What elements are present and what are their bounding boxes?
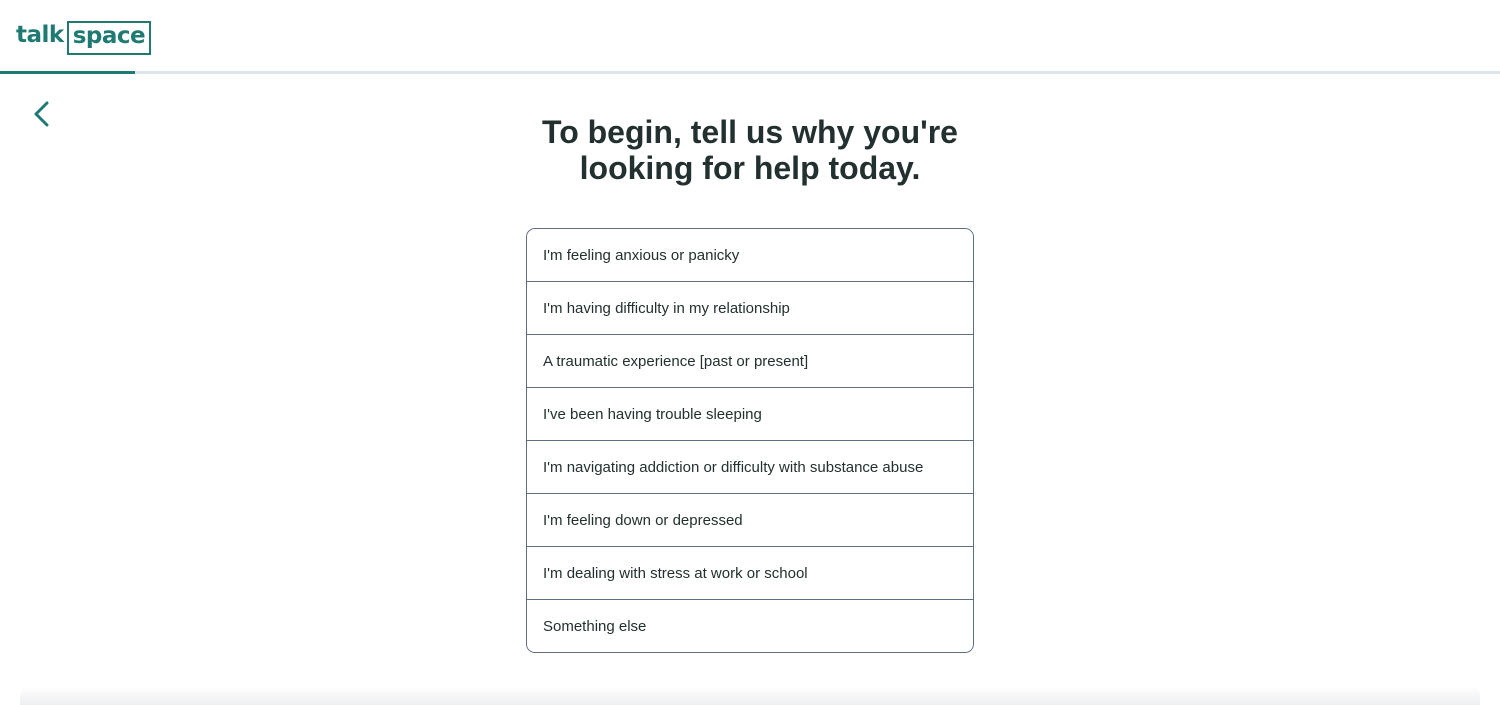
option-trouble-sleeping[interactable]: I've been having trouble sleeping [527,388,973,441]
option-traumatic-experience[interactable]: A traumatic experience [past or present] [527,335,973,388]
logo-text-space: space [67,21,151,55]
talkspace-logo[interactable] [16,18,151,52]
bottom-panel-shadow [20,686,1480,705]
reason-options-list [526,228,974,653]
back-button[interactable] [26,98,56,130]
logo-text-talk: talk [16,21,64,48]
option-relationship[interactable]: I'm having difficulty in my relationship [527,282,973,335]
option-stress-work-school[interactable]: I'm dealing with stress at work or school [527,547,973,600]
progress-bar [0,71,1500,74]
option-anxious[interactable]: I'm feeling anxious or panicky [527,229,973,282]
header [0,0,1500,72]
page-title [450,114,1050,186]
page-title-line-2: looking for help today. [579,150,921,186]
page-title-line-1: To begin, tell us why you're [542,114,958,150]
progress-bar-fill [0,71,135,74]
option-addiction[interactable]: I'm navigating addiction or difficulty with substance abuse [527,441,973,494]
option-something-else[interactable]: Something else [527,600,973,652]
chevron-left-icon [32,100,50,128]
option-depressed[interactable]: I'm feeling down or depressed [527,494,973,547]
